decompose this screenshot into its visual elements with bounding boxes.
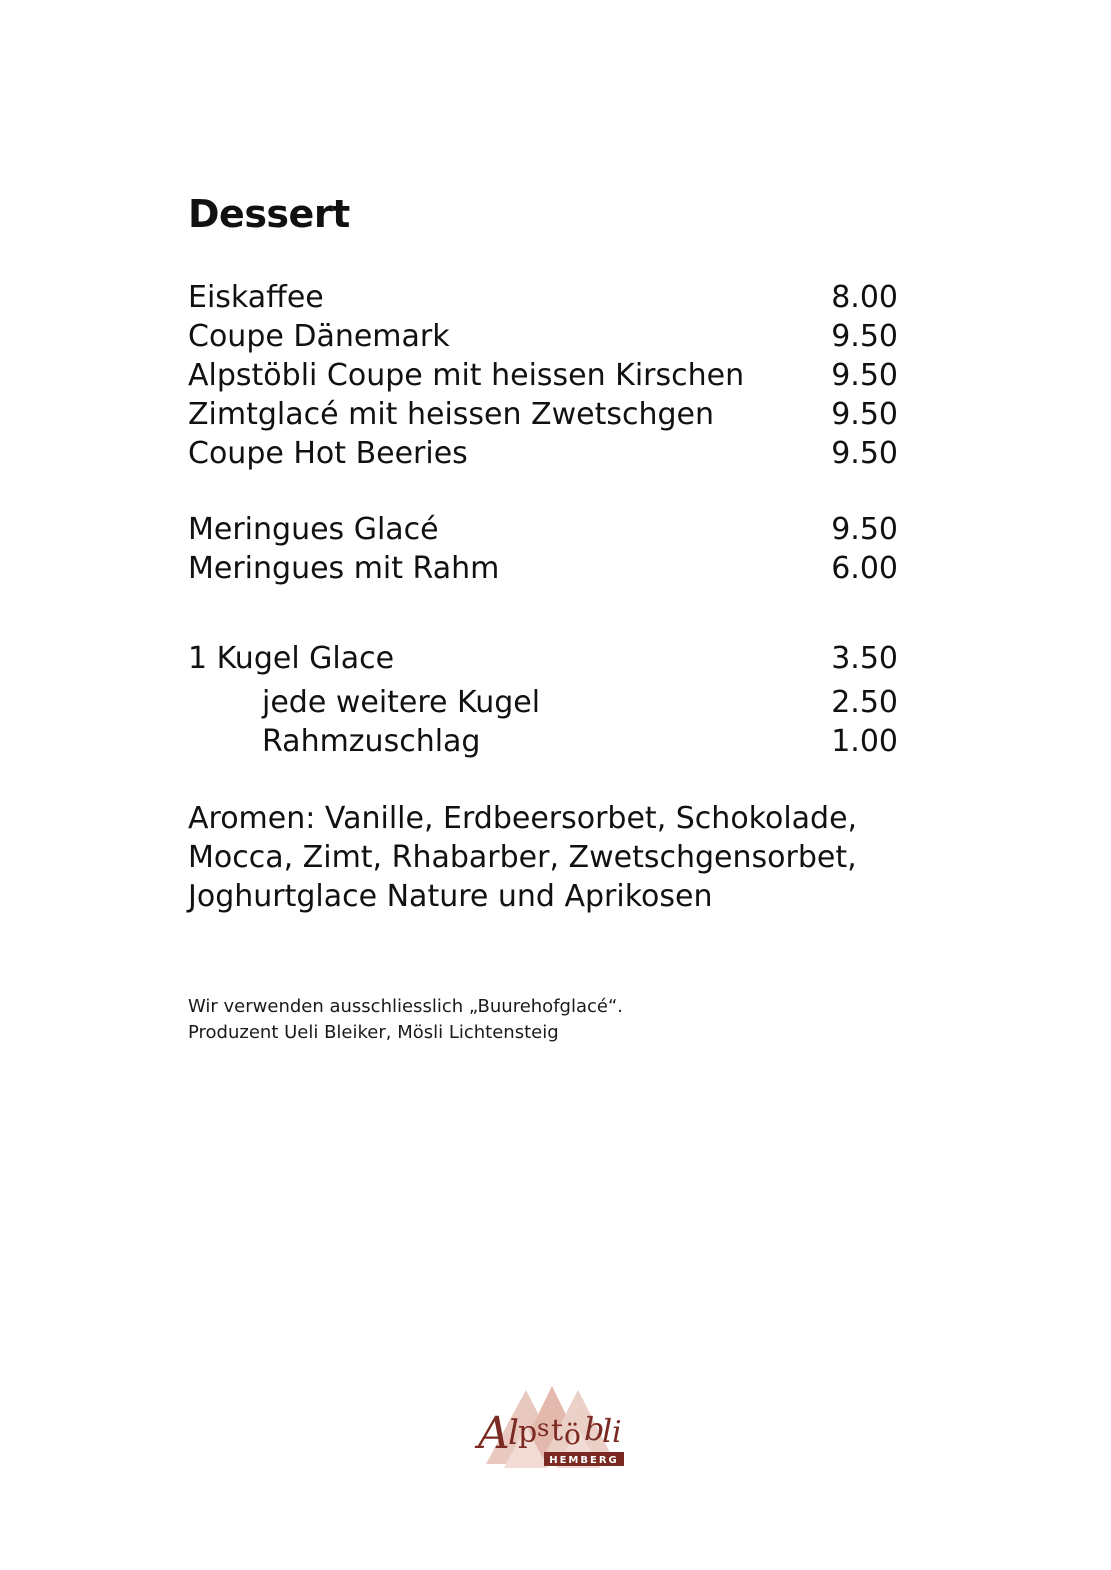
- menu-item-price: 3.50: [831, 641, 898, 676]
- menu-item: [188, 395, 898, 434]
- menu-item-name: Meringues mit Rahm: [188, 551, 500, 586]
- logo-subline: HEMBERG: [549, 1455, 619, 1466]
- logo-letter: b: [584, 1410, 605, 1448]
- menu-item: [188, 317, 898, 356]
- menu-item: [188, 434, 898, 473]
- logo-letter: A: [478, 1408, 510, 1459]
- menu-sub-item: [188, 683, 898, 722]
- producer-note-line: Wir verwenden ausschliesslich „Buurehofglacé“.: [188, 996, 624, 1017]
- flavors-line: Aromen: Vanille, Erdbeersorbet, Schokolade,: [188, 801, 858, 836]
- menu-item-price: 2.50: [831, 685, 898, 720]
- menu-item-price: 8.00: [831, 280, 898, 315]
- menu-item: [188, 278, 898, 317]
- menu-item-price: 6.00: [831, 551, 898, 586]
- alpstoebli-logo: [474, 1382, 630, 1472]
- logo-letter: t: [551, 1413, 564, 1448]
- menu-item-name: jede weitere Kugel: [262, 685, 541, 720]
- menu-item-name: Eiskaffee: [188, 280, 324, 315]
- flavors-line: Mocca, Zimt, Rhabarber, Zwetschgensorbet,: [188, 840, 857, 875]
- logo-letter: s: [537, 1414, 550, 1442]
- page-title: Dessert: [188, 192, 350, 236]
- menu-group-meringues: [188, 510, 898, 588]
- menu-item: [188, 639, 898, 683]
- menu-item-name: Meringues Glacé: [188, 512, 439, 547]
- logo-letter: l: [602, 1412, 613, 1450]
- menu-item: [188, 549, 898, 588]
- logo-letter: l: [508, 1413, 519, 1453]
- logo-letter: i: [612, 1415, 622, 1450]
- menu-item-name: Rahmzuschlag: [262, 724, 481, 759]
- menu-item-name: Coupe Hot Beeries: [188, 436, 468, 471]
- producer-note-line: Produzent Ueli Bleiker, Mösli Lichtensteig: [188, 1022, 559, 1043]
- menu-item-name: Zimtglacé mit heissen Zwetschgen: [188, 397, 715, 432]
- flavors-line: Joghurtglace Nature und Aprikosen: [188, 879, 713, 914]
- producer-note: [188, 994, 623, 1046]
- menu-item-price: 9.50: [831, 358, 898, 393]
- menu-item-price: 1.00: [831, 724, 898, 759]
- menu-group-glace: [188, 639, 898, 761]
- menu-item-price: 9.50: [831, 436, 898, 471]
- menu-group-coupes: [188, 278, 898, 473]
- menu-item-price: 9.50: [831, 319, 898, 354]
- flavors-paragraph: [188, 799, 948, 916]
- menu-item: [188, 356, 898, 395]
- logo-letter: p: [518, 1415, 538, 1450]
- alpstoebli-logo-graphic: [474, 1382, 630, 1472]
- menu-item-name: Alpstöbli Coupe mit heissen Kirschen: [188, 358, 745, 393]
- menu-item-price: 9.50: [831, 397, 898, 432]
- menu-sub-item: [188, 722, 898, 761]
- menu-item-price: 9.50: [831, 512, 898, 547]
- menu-item-name: 1 Kugel Glace: [188, 641, 395, 676]
- menu-item-name: Coupe Dänemark: [188, 319, 450, 354]
- logo-letter: ö: [564, 1418, 581, 1451]
- menu-item: [188, 510, 898, 549]
